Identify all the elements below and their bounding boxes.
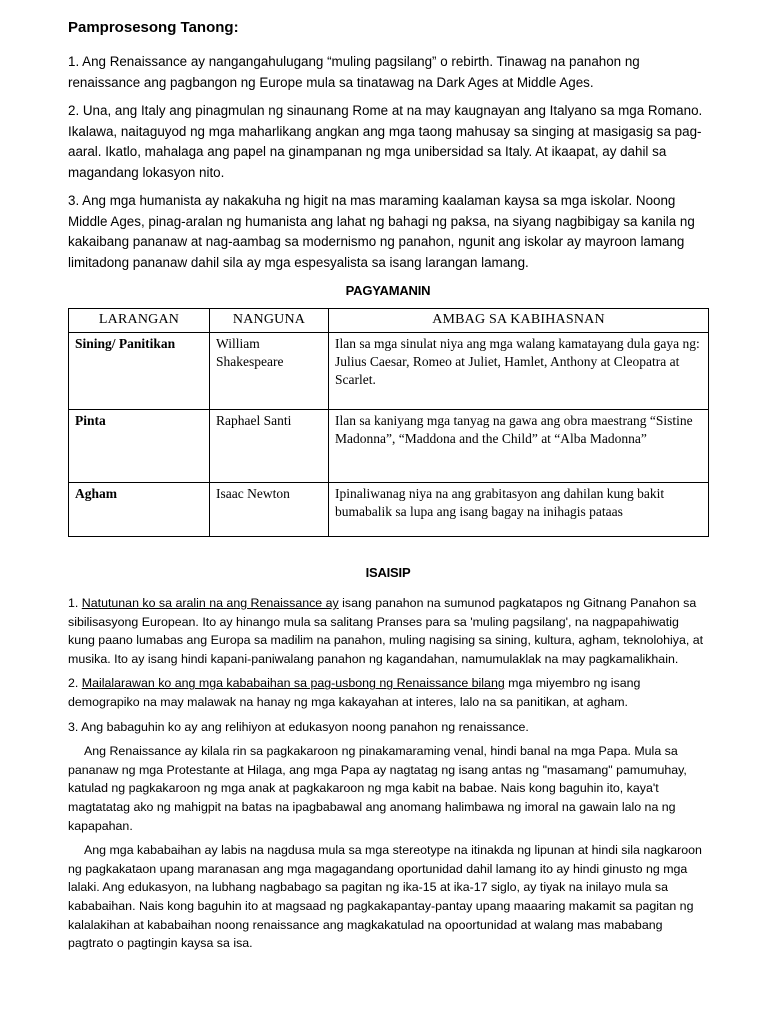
isaisip-title: ISAISIP [365,565,411,580]
answer-paragraph-3: 3. Ang mga humanista ay nakakuha ng higit na mas maraming kaalaman kaysa sa mga iskolar. Noong Middle Ages, pinag-aralan ng humanista ang lahat ng bahagi ng paksa, na siyang nagbibigay sa kanila ng kakaibang pananaw at nag-aambag sa modernismo ng panahon, ngunit ang iskolar ay mayroon lamang limitadong pananaw dahil sila ay mga espesyalista sa isang larangan lamang. [68,193,695,270]
isaisip-item-2 [68,674,708,711]
cell-leader: Raphael Santi [210,410,329,483]
cell-leader: Isaac Newton [210,483,329,537]
header-larangan: LARANGAN [69,309,210,333]
pagyamanin-title: PAGYAMANIN [345,283,431,298]
table-row [69,483,709,537]
answer-paragraph-2: 2. Una, ang Italy ang pinagmulan ng sinaunang Rome at na may kaugnayan ang Italyano sa mga Romano. Ikalawa, naitaguyod ng mga maharlikang angkan ang mga taong mahusay sa singing at masigasig sa pag-aaral. Ikatlo, mahalaga ang papel na ginampanan ng mga unibersidad sa Italy. At ikaapat, ay dahil sa magandang lokasyon nito. [68,103,703,180]
cell-contribution: Ipinaliwanag niya na ang grabitasyon ang dahilan kung bakit bumabalik sa lupa ang isang bagay na inihagis pataas [329,483,709,537]
cell-field: Sining/ Panitikan [69,333,210,410]
cell-field: Pinta [69,410,210,483]
header-nanguna: NANGUNA [210,309,329,333]
item-number: 2. [68,676,82,691]
underlined-prompt: Natutunan ko sa aralin na ang Renaissance ay [81,596,339,610]
cell-contribution: Ilan sa kaniyang mga tanyag na gawa ang obra maestrang “Sistine Madonna”, “Maddona and the Child” at “Alba Madonna” [329,410,709,483]
isaisip-body-paragraph-1: Ang Renaissance ay kilala rin sa pagkakaroon ng pinakamaraming venal, hindi banal na mga Papa. Mula sa pananaw ng mga Protestante at Hilaga, ang mga Papa ay nagtatag ng isang antas ng "masamang" pamumuhay, katulad ng pagkakaroon ng mga anak at pagkakaroon ng mga kabit na babae. Nais kong baguhin ito, kaya't magtatatag ako ng mahigpit na batas na ipagbabawal ang anomang halimbawa ng imoral na gawain lalo na ng kapapahan. [68,744,687,833]
isaisip-body-paragraph-2: Ang mga kababaihan ay labis na nagdusa mula sa mga stereotype na itinakda ng lipunan at hindi sila nagkaroon ng pagkakataon upang maranasan ang mga magagandang oportunidad dahil lamang ito ay hindi ginusto ng mga lalaki. Ang edukasyon, na lubhang nagbabago sa pagitan ng ika-15 at ika-17 siglo, ay tiyak na inilayo mula sa kababaihan. Nais kong baguhin ito at magsaad ng pagkakapantay-pantay upang maaaring makamit sa pagitan ng kalalakihan at kababaihan noong renaissance ang magkakatulad na opoortunidad at walang mas mababang pagtrato o pagtingin kaysa sa isa. [68,843,702,951]
item-text: mga miyembro ng isang demograpiko na may malawak na hanay ng mga kakayahan at interes, lalo na sa panitikan, at agham. [68,676,641,709]
item-text: isang panahon na sumunod pagkatapos ng Gitnang Panahon sa sibilisasyong European. Ito ay hinango mula sa salitang Pranses para sa 'muling pagsilang', na nagpapahiwatig kung paano lumabas ang Europa sa madilim na panahon, muling nagising sa sining, kultura, agham, teknolohiya, at musika. Ito ay isang hindi kapani-paniwalang panahon ng kagandahan, namumulaklak na may pagkamalikhain. [68,596,704,666]
cell-contribution: Ilan sa mga sinulat niya ang mga walang kamatayang dula gaya ng: Julius Caesar, Romeo at Juliet, Hamlet, Anthony at Cleopatra at Scarlet. [329,333,709,410]
header-ambag: AMBAG SA KABIHASNAN [329,309,709,333]
cell-leader: William Shakespeare [210,333,329,410]
pagyamanin-table [68,308,709,537]
isaisip-item-1 [68,594,708,668]
isaisip-item-3: 3. Ang babaguhin ko ay ang relihiyon at edukasyon noong panahon ng renaissance. [68,719,529,734]
table-row [69,410,709,483]
cell-field: Agham [69,483,210,537]
table-header-row [69,309,709,333]
item-number: 1. [68,596,82,610]
page-title: Pamprosesong Tanong: [68,19,239,36]
document-page [68,18,708,959]
underlined-prompt: Mailalarawan ko ang mga kababaihan sa pag-usbong ng Renaissance bilang [81,676,505,691]
table-row [69,333,709,410]
answer-paragraph-1: 1. Ang Renaissance ay nangangahulugang “muling pagsilang” o rebirth. Tinawag na panahon ng renaissance ang pagbangon ng Europe mula sa tinatawag na Dark Ages at Middle Ages. [68,54,640,90]
